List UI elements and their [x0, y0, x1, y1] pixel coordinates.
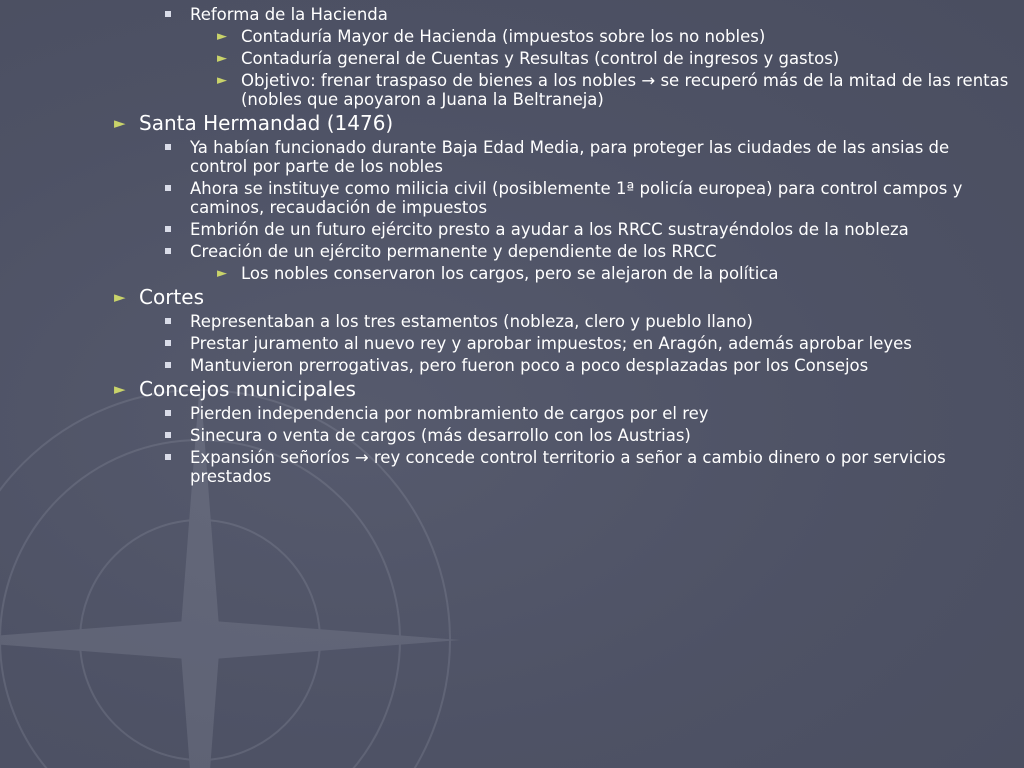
outline-item-text: Reforma de la Hacienda: [190, 5, 388, 24]
outline-item-level-2: [0, 448, 1024, 486]
outline-item-text: Representaban a los tres estamentos (nobleza, clero y pueblo llano): [190, 312, 753, 331]
triangle-bullet-icon: ►: [114, 114, 126, 132]
outline-item-level-3: [0, 49, 1024, 68]
outline-item-text: Sinecura o venta de cargos (más desarrollo con los Austrias): [190, 426, 691, 445]
outline-item-level-2: [0, 334, 1024, 353]
outline-item-text: Santa Hermandad (1476): [139, 111, 394, 135]
square-bullet-icon: [165, 248, 171, 254]
outline-item-text: Expansión señoríos → rey concede control territorio a señor a cambio dinero o por servicios prestados: [190, 448, 946, 486]
outline-item-level-3: [0, 71, 1024, 109]
triangle-bullet-icon: ►: [217, 73, 227, 88]
outline-item-text: Creación de un ejército permanente y dependiente de los RRCC: [190, 242, 717, 261]
outline-item-text: Prestar juramento al nuevo rey y aprobar impuestos; en Aragón, además aprobar leyes: [190, 334, 912, 353]
outline-item-text: Contaduría general de Cuentas y Resultas (control de ingresos y gastos): [241, 49, 840, 68]
outline-item-level-1: [0, 111, 1024, 135]
square-bullet-icon: [165, 318, 171, 324]
outline-item-text: Objetivo: frenar traspaso de bienes a los nobles → se recuperó más de la mitad de las rentas (nobles que apoyaron a Juana la Beltraneja): [241, 71, 1009, 109]
square-bullet-icon: [165, 11, 171, 17]
outline-item-level-2: [0, 312, 1024, 331]
outline-item-text: Contaduría Mayor de Hacienda (impuestos sobre los no nobles): [241, 27, 766, 46]
square-bullet-icon: [165, 432, 171, 438]
square-bullet-icon: [165, 410, 171, 416]
square-bullet-icon: [165, 226, 171, 232]
triangle-bullet-icon: ►: [114, 380, 126, 398]
square-bullet-icon: [165, 362, 171, 368]
outline-item-text: Mantuvieron prerrogativas, pero fueron poco a poco desplazadas por los Consejos: [190, 356, 869, 375]
outline-item-text: Concejos municipales: [139, 377, 356, 401]
square-bullet-icon: [165, 340, 171, 346]
outline-item-text: Los nobles conservaron los cargos, pero se alejaron de la política: [241, 264, 779, 283]
outline-item-level-2: [0, 5, 1024, 24]
outline-item-level-2: [0, 356, 1024, 375]
outline-item-level-2: [0, 179, 1024, 217]
outline-item-level-3: [0, 27, 1024, 46]
outline-item-text: Embrión de un futuro ejército presto a ayudar a los RRCC sustrayéndolos de la nobleza: [190, 220, 909, 239]
slide-content: [0, 2, 1024, 486]
outline-item-level-2: [0, 404, 1024, 423]
triangle-bullet-icon: ►: [217, 29, 227, 44]
outline-item-level-2: [0, 220, 1024, 239]
outline-item-level-3: [0, 264, 1024, 283]
square-bullet-icon: [165, 144, 171, 150]
outline-item-text: Ya habían funcionado durante Baja Edad Media, para proteger las ciudades de las ansias de control por parte de los nobles: [190, 138, 950, 176]
outline-item-level-2: [0, 138, 1024, 176]
triangle-bullet-icon: ►: [217, 266, 227, 281]
outline-item-level-2: [0, 426, 1024, 445]
outline-item-level-2: [0, 242, 1024, 261]
outline-item-level-1: [0, 285, 1024, 309]
outline-item-text: Pierden independencia por nombramiento de cargos por el rey: [190, 404, 709, 423]
square-bullet-icon: [165, 185, 171, 191]
outline-item-level-1: [0, 377, 1024, 401]
outline-item-text: Ahora se instituye como milicia civil (posiblemente 1ª policía europea) para control campos y caminos, recaudación de impuestos: [190, 179, 963, 217]
triangle-bullet-icon: ►: [114, 288, 126, 306]
triangle-bullet-icon: ►: [217, 51, 227, 66]
outline-item-text: Cortes: [139, 285, 204, 309]
square-bullet-icon: [165, 454, 171, 460]
